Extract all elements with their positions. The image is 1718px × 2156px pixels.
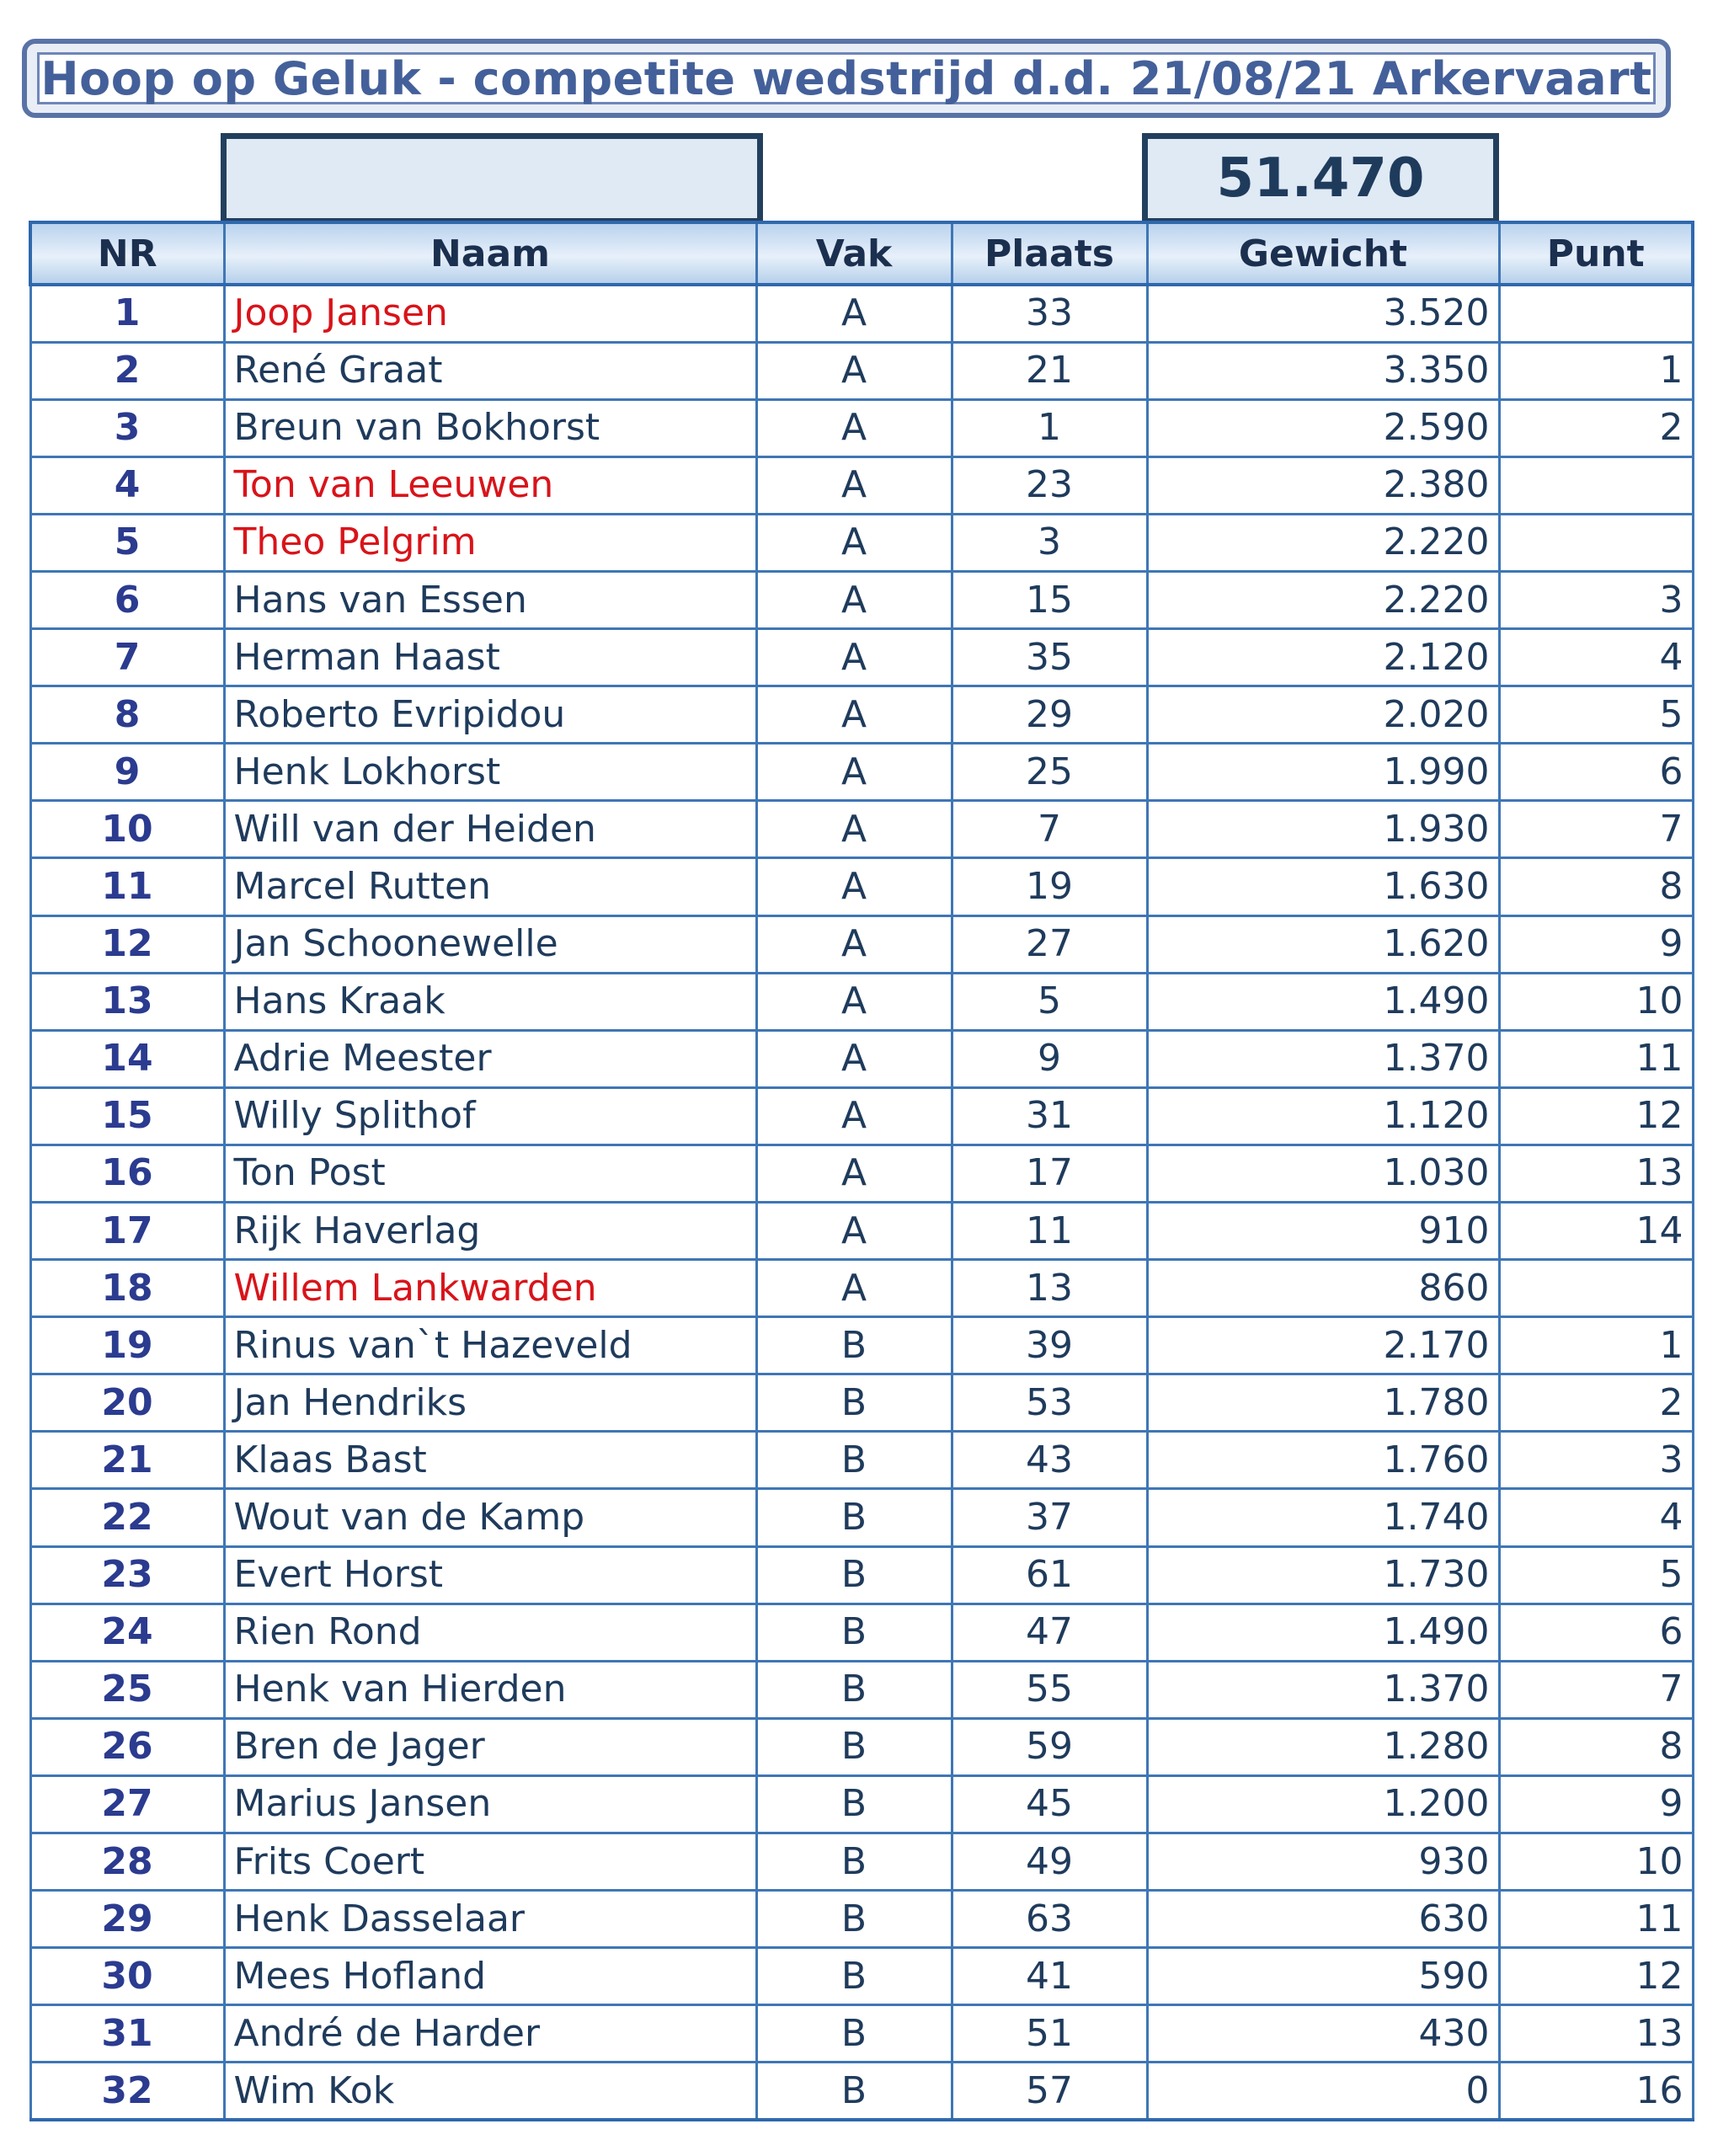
cell-gewicht: 2.020 — [1147, 686, 1499, 744]
table-row — [30, 514, 1693, 571]
cell-naam: Rijk Haverlag — [224, 1203, 756, 1260]
cell-punt: 8 — [1499, 1718, 1693, 1775]
cell-gewicht: 1.200 — [1147, 1775, 1499, 1833]
column-header-gewicht: Gewicht — [1147, 222, 1499, 285]
cell-gewicht: 1.990 — [1147, 744, 1499, 801]
cell-nr: 10 — [30, 801, 224, 858]
cell-nr: 20 — [30, 1374, 224, 1432]
table-row — [30, 1432, 1693, 1489]
cell-punt: 4 — [1499, 1489, 1693, 1546]
column-header-plaats: Plaats — [952, 222, 1147, 285]
cell-plaats: 15 — [952, 571, 1147, 628]
title-banner — [22, 39, 1671, 118]
cell-punt: 12 — [1499, 1087, 1693, 1145]
cell-punt: 1 — [1499, 342, 1693, 399]
cell-vak: A — [756, 744, 952, 801]
cell-vak: A — [756, 285, 952, 342]
cell-vak: A — [756, 571, 952, 628]
cell-gewicht: 2.120 — [1147, 629, 1499, 686]
cell-gewicht: 2.220 — [1147, 571, 1499, 628]
column-header-naam: Naam — [224, 222, 756, 285]
cell-punt: 9 — [1499, 1775, 1693, 1833]
cell-naam: Hans van Essen — [224, 571, 756, 628]
cell-vak: B — [756, 1891, 952, 1948]
cell-naam: Ton van Leeuwen — [224, 456, 756, 514]
table-row — [30, 858, 1693, 915]
total-weight-box: 51.470 — [1142, 133, 1499, 224]
cell-gewicht: 930 — [1147, 1833, 1499, 1891]
table-row — [30, 1661, 1693, 1718]
cell-punt: 2 — [1499, 399, 1693, 456]
cell-naam: Evert Horst — [224, 1546, 756, 1604]
cell-naam: Jan Schoonewelle — [224, 915, 756, 973]
cell-vak: A — [756, 1030, 952, 1087]
cell-punt: 8 — [1499, 858, 1693, 915]
cell-nr: 13 — [30, 973, 224, 1030]
cell-vak: A — [756, 1087, 952, 1145]
cell-punt: 13 — [1499, 1145, 1693, 1202]
table-row — [30, 2005, 1693, 2063]
cell-plaats: 43 — [952, 1432, 1147, 1489]
cell-nr: 16 — [30, 1145, 224, 1202]
cell-gewicht: 2.380 — [1147, 456, 1499, 514]
cell-plaats: 21 — [952, 342, 1147, 399]
cell-gewicht: 1.740 — [1147, 1489, 1499, 1546]
table-row — [30, 1260, 1693, 1317]
table-row — [30, 1317, 1693, 1374]
cell-plaats: 9 — [952, 1030, 1147, 1087]
cell-naam: Henk Lokhorst — [224, 744, 756, 801]
cell-nr: 21 — [30, 1432, 224, 1489]
results-table — [29, 221, 1694, 2121]
cell-vak: A — [756, 973, 952, 1030]
table-row — [30, 1718, 1693, 1775]
cell-vak: A — [756, 801, 952, 858]
cell-punt: 10 — [1499, 973, 1693, 1030]
cell-nr: 29 — [30, 1891, 224, 1948]
cell-nr: 22 — [30, 1489, 224, 1546]
cell-plaats: 63 — [952, 1891, 1147, 1948]
table-row — [30, 1489, 1693, 1546]
cell-plaats: 61 — [952, 1546, 1147, 1604]
cell-gewicht: 2.590 — [1147, 399, 1499, 456]
table-row — [30, 399, 1693, 456]
cell-naam: Will van der Heiden — [224, 801, 756, 858]
cell-naam: Willem Lankwarden — [224, 1260, 756, 1317]
page-title: Hoop op Geluk - competite wedstrijd d.d. 21/08/21 Arkervaart — [37, 52, 1656, 104]
cell-plaats: 47 — [952, 1604, 1147, 1661]
cell-punt: 5 — [1499, 1546, 1693, 1604]
cell-nr: 14 — [30, 1030, 224, 1087]
cell-nr: 9 — [30, 744, 224, 801]
cell-plaats: 49 — [952, 1833, 1147, 1891]
cell-vak: A — [756, 399, 952, 456]
cell-naam: Roberto Evripidou — [224, 686, 756, 744]
cell-plaats: 45 — [952, 1775, 1147, 1833]
cell-punt: 6 — [1499, 744, 1693, 801]
cell-naam: Marcel Rutten — [224, 858, 756, 915]
cell-nr: 18 — [30, 1260, 224, 1317]
table-row — [30, 1087, 1693, 1145]
cell-plaats: 31 — [952, 1087, 1147, 1145]
cell-naam: Jan Hendriks — [224, 1374, 756, 1432]
cell-vak: A — [756, 456, 952, 514]
cell-punt: 7 — [1499, 801, 1693, 858]
cell-naam: Theo Pelgrim — [224, 514, 756, 571]
table-row — [30, 1948, 1693, 2005]
cell-nr: 6 — [30, 571, 224, 628]
cell-nr: 12 — [30, 915, 224, 973]
table-row — [30, 1203, 1693, 1260]
cell-vak: A — [756, 1203, 952, 1260]
cell-punt: 3 — [1499, 571, 1693, 628]
table-row — [30, 1604, 1693, 1661]
cell-gewicht: 1.370 — [1147, 1661, 1499, 1718]
cell-punt: 9 — [1499, 915, 1693, 973]
table-header — [30, 222, 1693, 285]
cell-plaats: 5 — [952, 973, 1147, 1030]
cell-plaats: 41 — [952, 1948, 1147, 2005]
cell-naam: Wim Kok — [224, 2063, 756, 2120]
cell-nr: 23 — [30, 1546, 224, 1604]
cell-vak: B — [756, 1775, 952, 1833]
cell-naam: Herman Haast — [224, 629, 756, 686]
cell-naam: Joop Jansen — [224, 285, 756, 342]
cell-gewicht: 860 — [1147, 1260, 1499, 1317]
cell-nr: 2 — [30, 342, 224, 399]
cell-nr: 28 — [30, 1833, 224, 1891]
cell-plaats: 39 — [952, 1317, 1147, 1374]
cell-vak: B — [756, 1317, 952, 1374]
cell-naam: Wout van de Kamp — [224, 1489, 756, 1546]
cell-plaats: 37 — [952, 1489, 1147, 1546]
table-row — [30, 973, 1693, 1030]
cell-vak: A — [756, 686, 952, 744]
cell-vak: B — [756, 2005, 952, 2063]
table-body — [30, 285, 1693, 2120]
table-row — [30, 285, 1693, 342]
cell-vak: A — [756, 1145, 952, 1202]
cell-punt: 6 — [1499, 1604, 1693, 1661]
cell-plaats: 33 — [952, 285, 1147, 342]
table-row — [30, 456, 1693, 514]
cell-nr: 31 — [30, 2005, 224, 2063]
cell-nr: 8 — [30, 686, 224, 744]
cell-punt: 3 — [1499, 1432, 1693, 1489]
cell-nr: 32 — [30, 2063, 224, 2120]
cell-gewicht: 3.350 — [1147, 342, 1499, 399]
cell-plaats: 17 — [952, 1145, 1147, 1202]
cell-nr: 30 — [30, 1948, 224, 2005]
cell-plaats: 29 — [952, 686, 1147, 744]
table-row — [30, 1145, 1693, 1202]
cell-naam: Willy Splithof — [224, 1087, 756, 1145]
column-header-nr: NR — [30, 222, 224, 285]
table-row — [30, 1030, 1693, 1087]
cell-plaats: 1 — [952, 399, 1147, 456]
column-header-punt: Punt — [1499, 222, 1693, 285]
table-row — [30, 1775, 1693, 1833]
cell-gewicht: 1.620 — [1147, 915, 1499, 973]
cell-punt: 5 — [1499, 686, 1693, 744]
cell-punt: 1 — [1499, 1317, 1693, 1374]
cell-plaats: 25 — [952, 744, 1147, 801]
cell-gewicht: 1.030 — [1147, 1145, 1499, 1202]
cell-nr: 27 — [30, 1775, 224, 1833]
cell-gewicht: 1.490 — [1147, 973, 1499, 1030]
cell-naam: André de Harder — [224, 2005, 756, 2063]
cell-punt: 10 — [1499, 1833, 1693, 1891]
cell-nr: 4 — [30, 456, 224, 514]
cell-punt: 2 — [1499, 1374, 1693, 1432]
cell-gewicht: 2.170 — [1147, 1317, 1499, 1374]
cell-gewicht: 1.120 — [1147, 1087, 1499, 1145]
cell-gewicht: 1.490 — [1147, 1604, 1499, 1661]
cell-naam: Mees Hofland — [224, 1948, 756, 2005]
cell-naam: Rinus van`t Hazeveld — [224, 1317, 756, 1374]
cell-vak: B — [756, 1661, 952, 1718]
column-header-vak: Vak — [756, 222, 952, 285]
cell-naam: Frits Coert — [224, 1833, 756, 1891]
cell-naam: Breun van Bokhorst — [224, 399, 756, 456]
cell-naam: Henk Dasselaar — [224, 1891, 756, 1948]
cell-nr: 5 — [30, 514, 224, 571]
cell-gewicht: 1.370 — [1147, 1030, 1499, 1087]
cell-nr: 11 — [30, 858, 224, 915]
cell-nr: 15 — [30, 1087, 224, 1145]
table-row — [30, 571, 1693, 628]
cell-punt: 13 — [1499, 2005, 1693, 2063]
table-row — [30, 1374, 1693, 1432]
cell-plaats: 7 — [952, 801, 1147, 858]
table-row — [30, 801, 1693, 858]
cell-gewicht: 1.930 — [1147, 801, 1499, 858]
cell-vak: B — [756, 2063, 952, 2120]
cell-naam: René Graat — [224, 342, 756, 399]
cell-vak: B — [756, 1718, 952, 1775]
cell-vak: B — [756, 1833, 952, 1891]
cell-gewicht: 2.220 — [1147, 514, 1499, 571]
cell-vak: A — [756, 858, 952, 915]
cell-vak: B — [756, 1604, 952, 1661]
cell-naam: Henk van Hierden — [224, 1661, 756, 1718]
cell-gewicht: 1.630 — [1147, 858, 1499, 915]
table-row — [30, 744, 1693, 801]
table-row — [30, 1833, 1693, 1891]
cell-plaats: 13 — [952, 1260, 1147, 1317]
cell-plaats: 3 — [952, 514, 1147, 571]
table-row — [30, 686, 1693, 744]
cell-vak: A — [756, 342, 952, 399]
cell-naam: Ton Post — [224, 1145, 756, 1202]
cell-vak: B — [756, 1489, 952, 1546]
cell-punt — [1499, 285, 1693, 342]
cell-naam: Bren de Jager — [224, 1718, 756, 1775]
cell-punt: 14 — [1499, 1203, 1693, 1260]
cell-naam: Klaas Bast — [224, 1432, 756, 1489]
cell-punt: 11 — [1499, 1030, 1693, 1087]
cell-vak: B — [756, 1432, 952, 1489]
cell-gewicht: 1.730 — [1147, 1546, 1499, 1604]
cell-plaats: 51 — [952, 2005, 1147, 2063]
cell-plaats: 11 — [952, 1203, 1147, 1260]
cell-gewicht: 1.780 — [1147, 1374, 1499, 1432]
blank-header-box — [221, 133, 763, 224]
cell-plaats: 55 — [952, 1661, 1147, 1718]
cell-gewicht: 3.520 — [1147, 285, 1499, 342]
cell-naam: Marius Jansen — [224, 1775, 756, 1833]
cell-nr: 19 — [30, 1317, 224, 1374]
cell-vak: A — [756, 915, 952, 973]
cell-vak: B — [756, 1374, 952, 1432]
cell-plaats: 59 — [952, 1718, 1147, 1775]
cell-vak: A — [756, 1260, 952, 1317]
cell-punt: 16 — [1499, 2063, 1693, 2120]
cell-plaats: 23 — [952, 456, 1147, 514]
cell-gewicht: 430 — [1147, 2005, 1499, 2063]
table-row — [30, 915, 1693, 973]
cell-nr: 24 — [30, 1604, 224, 1661]
cell-gewicht: 1.280 — [1147, 1718, 1499, 1775]
cell-punt: 4 — [1499, 629, 1693, 686]
cell-punt: 7 — [1499, 1661, 1693, 1718]
table-row — [30, 1891, 1693, 1948]
cell-nr: 17 — [30, 1203, 224, 1260]
cell-nr: 1 — [30, 285, 224, 342]
cell-plaats: 19 — [952, 858, 1147, 915]
cell-gewicht: 0 — [1147, 2063, 1499, 2120]
cell-nr: 3 — [30, 399, 224, 456]
cell-plaats: 57 — [952, 2063, 1147, 2120]
cell-punt — [1499, 1260, 1693, 1317]
cell-nr: 7 — [30, 629, 224, 686]
cell-vak: A — [756, 629, 952, 686]
cell-punt: 12 — [1499, 1948, 1693, 2005]
cell-nr: 26 — [30, 1718, 224, 1775]
table-row — [30, 1546, 1693, 1604]
cell-plaats: 35 — [952, 629, 1147, 686]
cell-gewicht: 630 — [1147, 1891, 1499, 1948]
cell-plaats: 27 — [952, 915, 1147, 973]
table-row — [30, 2063, 1693, 2120]
cell-punt — [1499, 514, 1693, 571]
cell-naam: Hans Kraak — [224, 973, 756, 1030]
cell-punt: 11 — [1499, 1891, 1693, 1948]
cell-nr: 25 — [30, 1661, 224, 1718]
cell-naam: Adrie Meester — [224, 1030, 756, 1087]
table-row — [30, 629, 1693, 686]
table-row — [30, 342, 1693, 399]
cell-punt — [1499, 456, 1693, 514]
cell-gewicht: 590 — [1147, 1948, 1499, 2005]
cell-vak: B — [756, 1948, 952, 2005]
cell-vak: A — [756, 514, 952, 571]
cell-vak: B — [756, 1546, 952, 1604]
cell-plaats: 53 — [952, 1374, 1147, 1432]
cell-gewicht: 1.760 — [1147, 1432, 1499, 1489]
cell-naam: Rien Rond — [224, 1604, 756, 1661]
cell-gewicht: 910 — [1147, 1203, 1499, 1260]
